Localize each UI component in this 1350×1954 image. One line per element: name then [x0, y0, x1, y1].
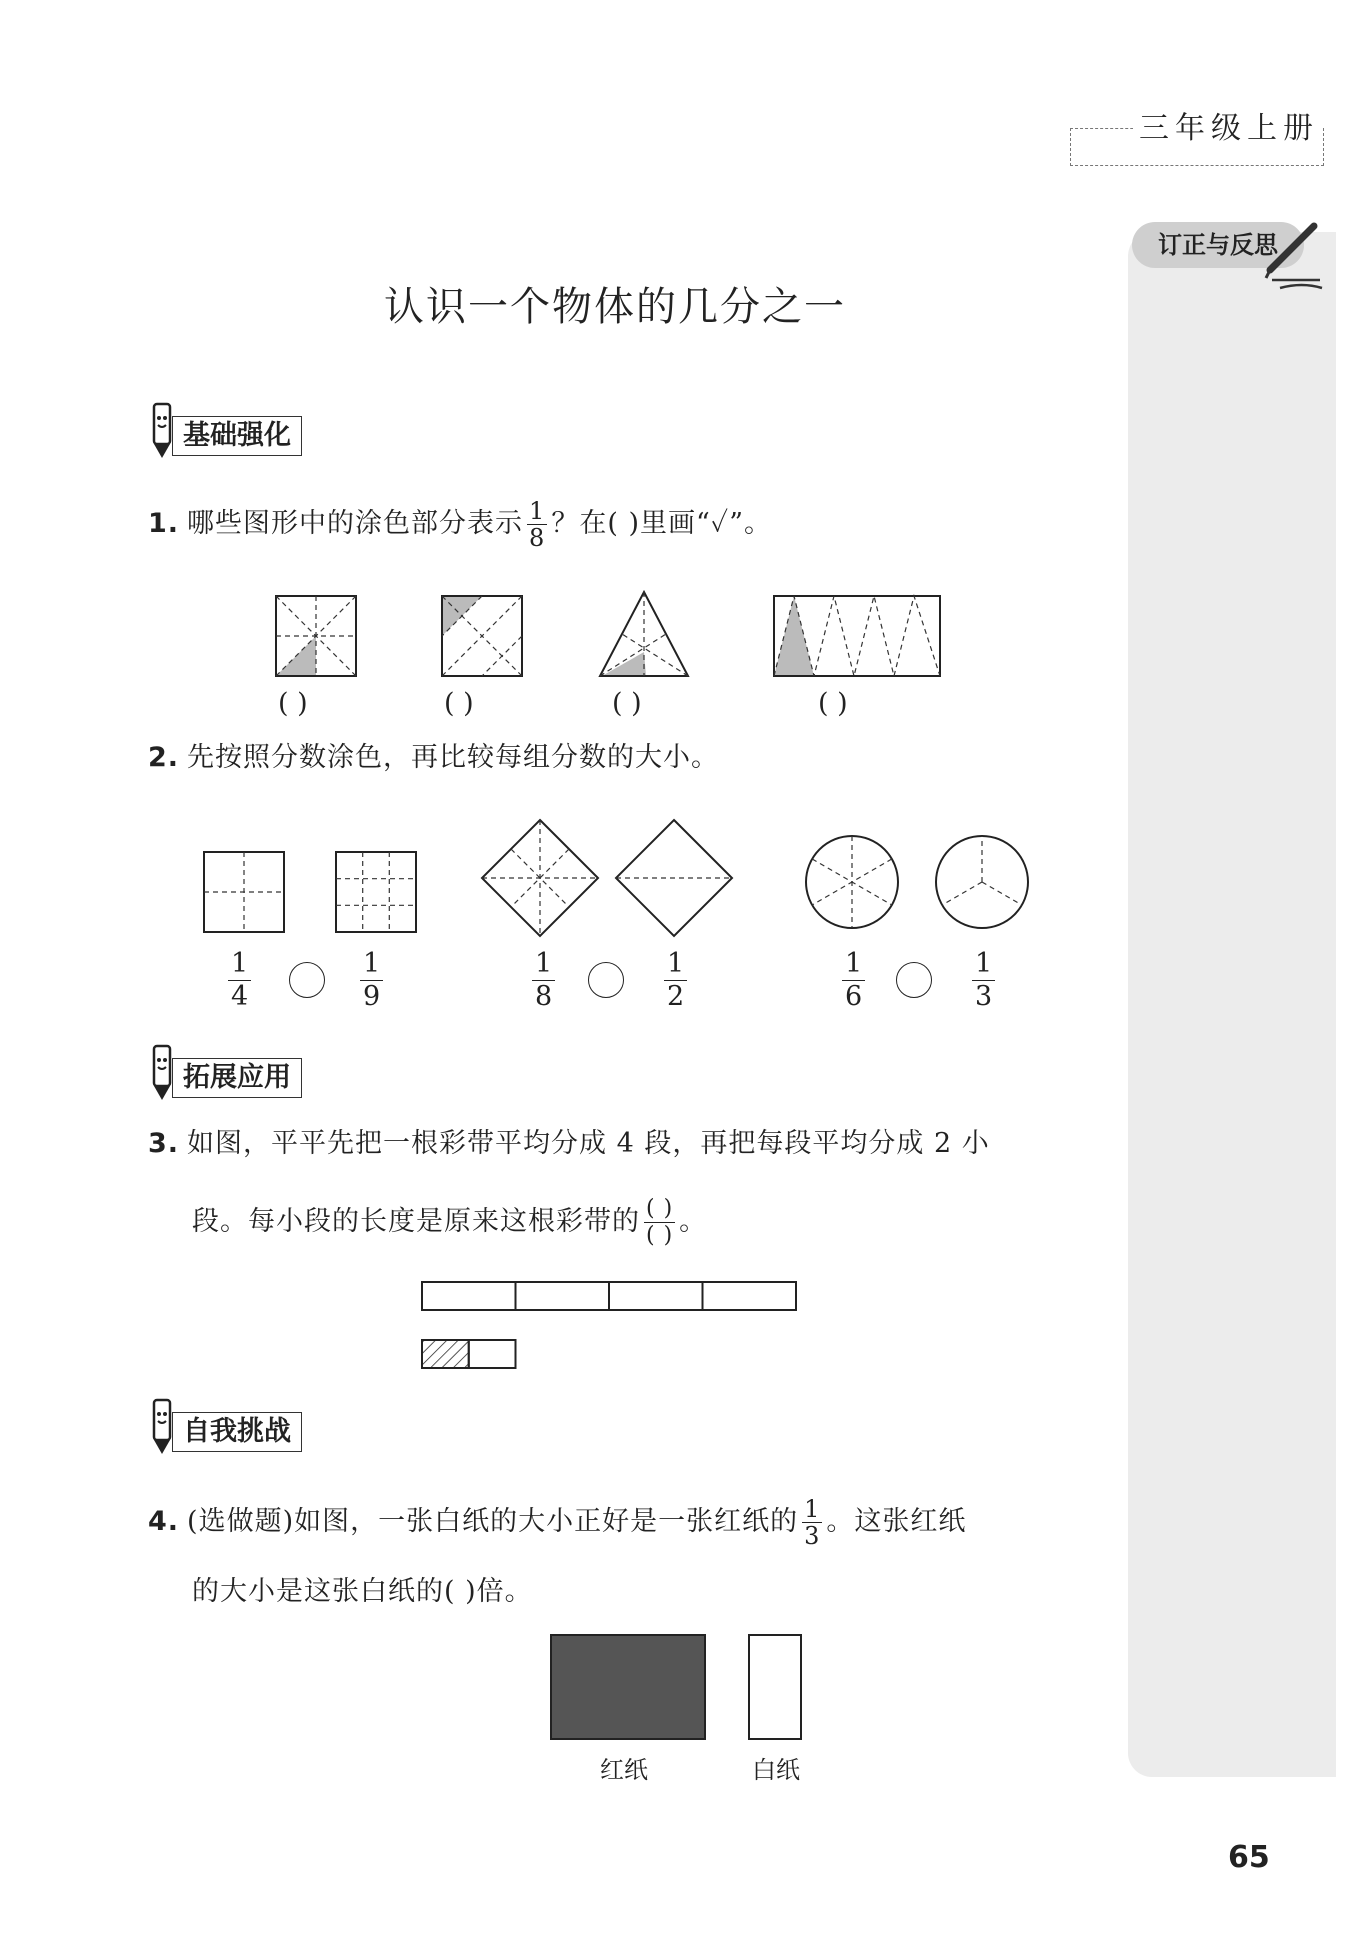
grade-label-box — [1070, 111, 1324, 166]
question-text: 先按照分数涂色，再比较每组分数的大小。 — [187, 742, 720, 773]
red-paper-shape — [550, 1634, 706, 1740]
question-number: 3. — [148, 1128, 180, 1159]
question-4 — [148, 1496, 966, 1549]
square-figure-b — [442, 596, 522, 676]
square-ninths — [336, 852, 416, 932]
full-ribbon — [422, 1282, 796, 1310]
page-number: 65 — [1228, 1840, 1270, 1875]
fraction — [664, 948, 687, 1013]
fraction-numerator: 1 — [664, 948, 687, 981]
fraction — [527, 498, 547, 551]
grade-label: 三年级上册 — [1133, 111, 1323, 146]
question-text: (选做题)如图，一张白纸的大小正好是一张红纸的 — [187, 1506, 799, 1537]
white-paper-label: 白纸 — [752, 1756, 800, 1784]
pencil-writing-icon — [1262, 218, 1328, 294]
question-text: 哪些图形中的涂色部分表示 — [187, 508, 524, 539]
fraction-denominator: ( ) — [646, 1223, 674, 1248]
question-text: 的大小是这张白纸的( )倍。 — [192, 1576, 533, 1607]
fraction-numerator: 1 — [972, 948, 995, 981]
answer-fraction[interactable] — [644, 1196, 675, 1249]
section-label-basic: 基础强化 — [172, 416, 302, 456]
fraction-denominator: 3 — [975, 981, 993, 1012]
fraction-numerator: 1 — [529, 497, 546, 525]
fraction-numerator: 1 — [532, 948, 555, 981]
fraction — [360, 948, 383, 1013]
question-2 — [148, 738, 719, 778]
triangle-figure — [600, 592, 688, 676]
diamond-halves — [616, 820, 732, 936]
fraction-numerator: 1 — [804, 1495, 821, 1523]
question-number: 1. — [148, 508, 180, 539]
answer-slot[interactable]: ( ) — [278, 688, 308, 719]
fraction — [842, 948, 865, 1013]
question-number: 4. — [148, 1506, 180, 1537]
fraction-denominator: 6 — [845, 981, 863, 1012]
reflection-sidebar — [1128, 232, 1336, 1777]
fraction-denominator: 4 — [231, 981, 249, 1012]
ribbon-figure — [418, 1278, 808, 1378]
comparison-circle-slot[interactable] — [289, 962, 325, 998]
section-label-challenge: 自我挑战 — [172, 1412, 302, 1452]
question-text: 段。每小段的长度是原来这根彩带的 — [192, 1206, 640, 1237]
comparison-circle-slot[interactable] — [896, 962, 932, 998]
section-label-extension: 拓展应用 — [172, 1058, 302, 1098]
fraction-numerator: 1 — [360, 948, 383, 981]
diamond-eighths — [482, 820, 598, 936]
question-text: 。 — [679, 1206, 708, 1237]
page-title: 认识一个物体的几分之一 — [384, 284, 846, 330]
fraction — [228, 948, 251, 1013]
red-paper-label: 红纸 — [600, 1756, 648, 1784]
circle-sixths — [806, 836, 898, 928]
question-text: 如图，平平先把一根彩带平均分成 4 段，再把每段平均分成 2 小 — [187, 1128, 990, 1159]
question-3-line-2 — [192, 1196, 707, 1249]
fraction-numerator: 1 — [842, 948, 865, 981]
ribbon-segment — [422, 1340, 516, 1368]
question-1 — [148, 498, 772, 551]
fraction-denominator: 8 — [535, 981, 553, 1012]
answer-slot[interactable]: ( ) — [444, 688, 474, 719]
fraction — [972, 948, 995, 1013]
fraction-denominator: 8 — [529, 524, 546, 552]
circle-thirds — [936, 836, 1028, 928]
question-4-line-2 — [192, 1572, 533, 1612]
answer-slot[interactable]: ( ) — [818, 688, 848, 719]
fraction — [802, 1496, 822, 1549]
white-paper-shape — [748, 1634, 802, 1740]
square-quarters — [204, 852, 284, 932]
q1-figures — [270, 588, 950, 688]
reflection-tab-label: 订正与反思 — [1158, 231, 1278, 259]
fraction-numerator: 1 — [228, 948, 251, 981]
fraction — [532, 948, 555, 1013]
fraction-denominator: 9 — [363, 981, 381, 1012]
answer-slot[interactable]: ( ) — [612, 688, 642, 719]
fraction-numerator: ( ) — [646, 1196, 674, 1221]
fraction-denominator: 3 — [804, 1522, 821, 1550]
question-3 — [148, 1124, 990, 1164]
question-text: ？在( )里画“✓”。 — [551, 508, 772, 539]
comparison-circle-slot[interactable] — [588, 962, 624, 998]
question-text: 。这张红纸 — [826, 1506, 967, 1537]
square-figure-a — [276, 596, 356, 676]
q2-figures — [196, 812, 1046, 942]
fraction-denominator: 2 — [667, 981, 685, 1012]
question-number: 2. — [148, 742, 180, 773]
rectangle-figure — [774, 596, 940, 676]
